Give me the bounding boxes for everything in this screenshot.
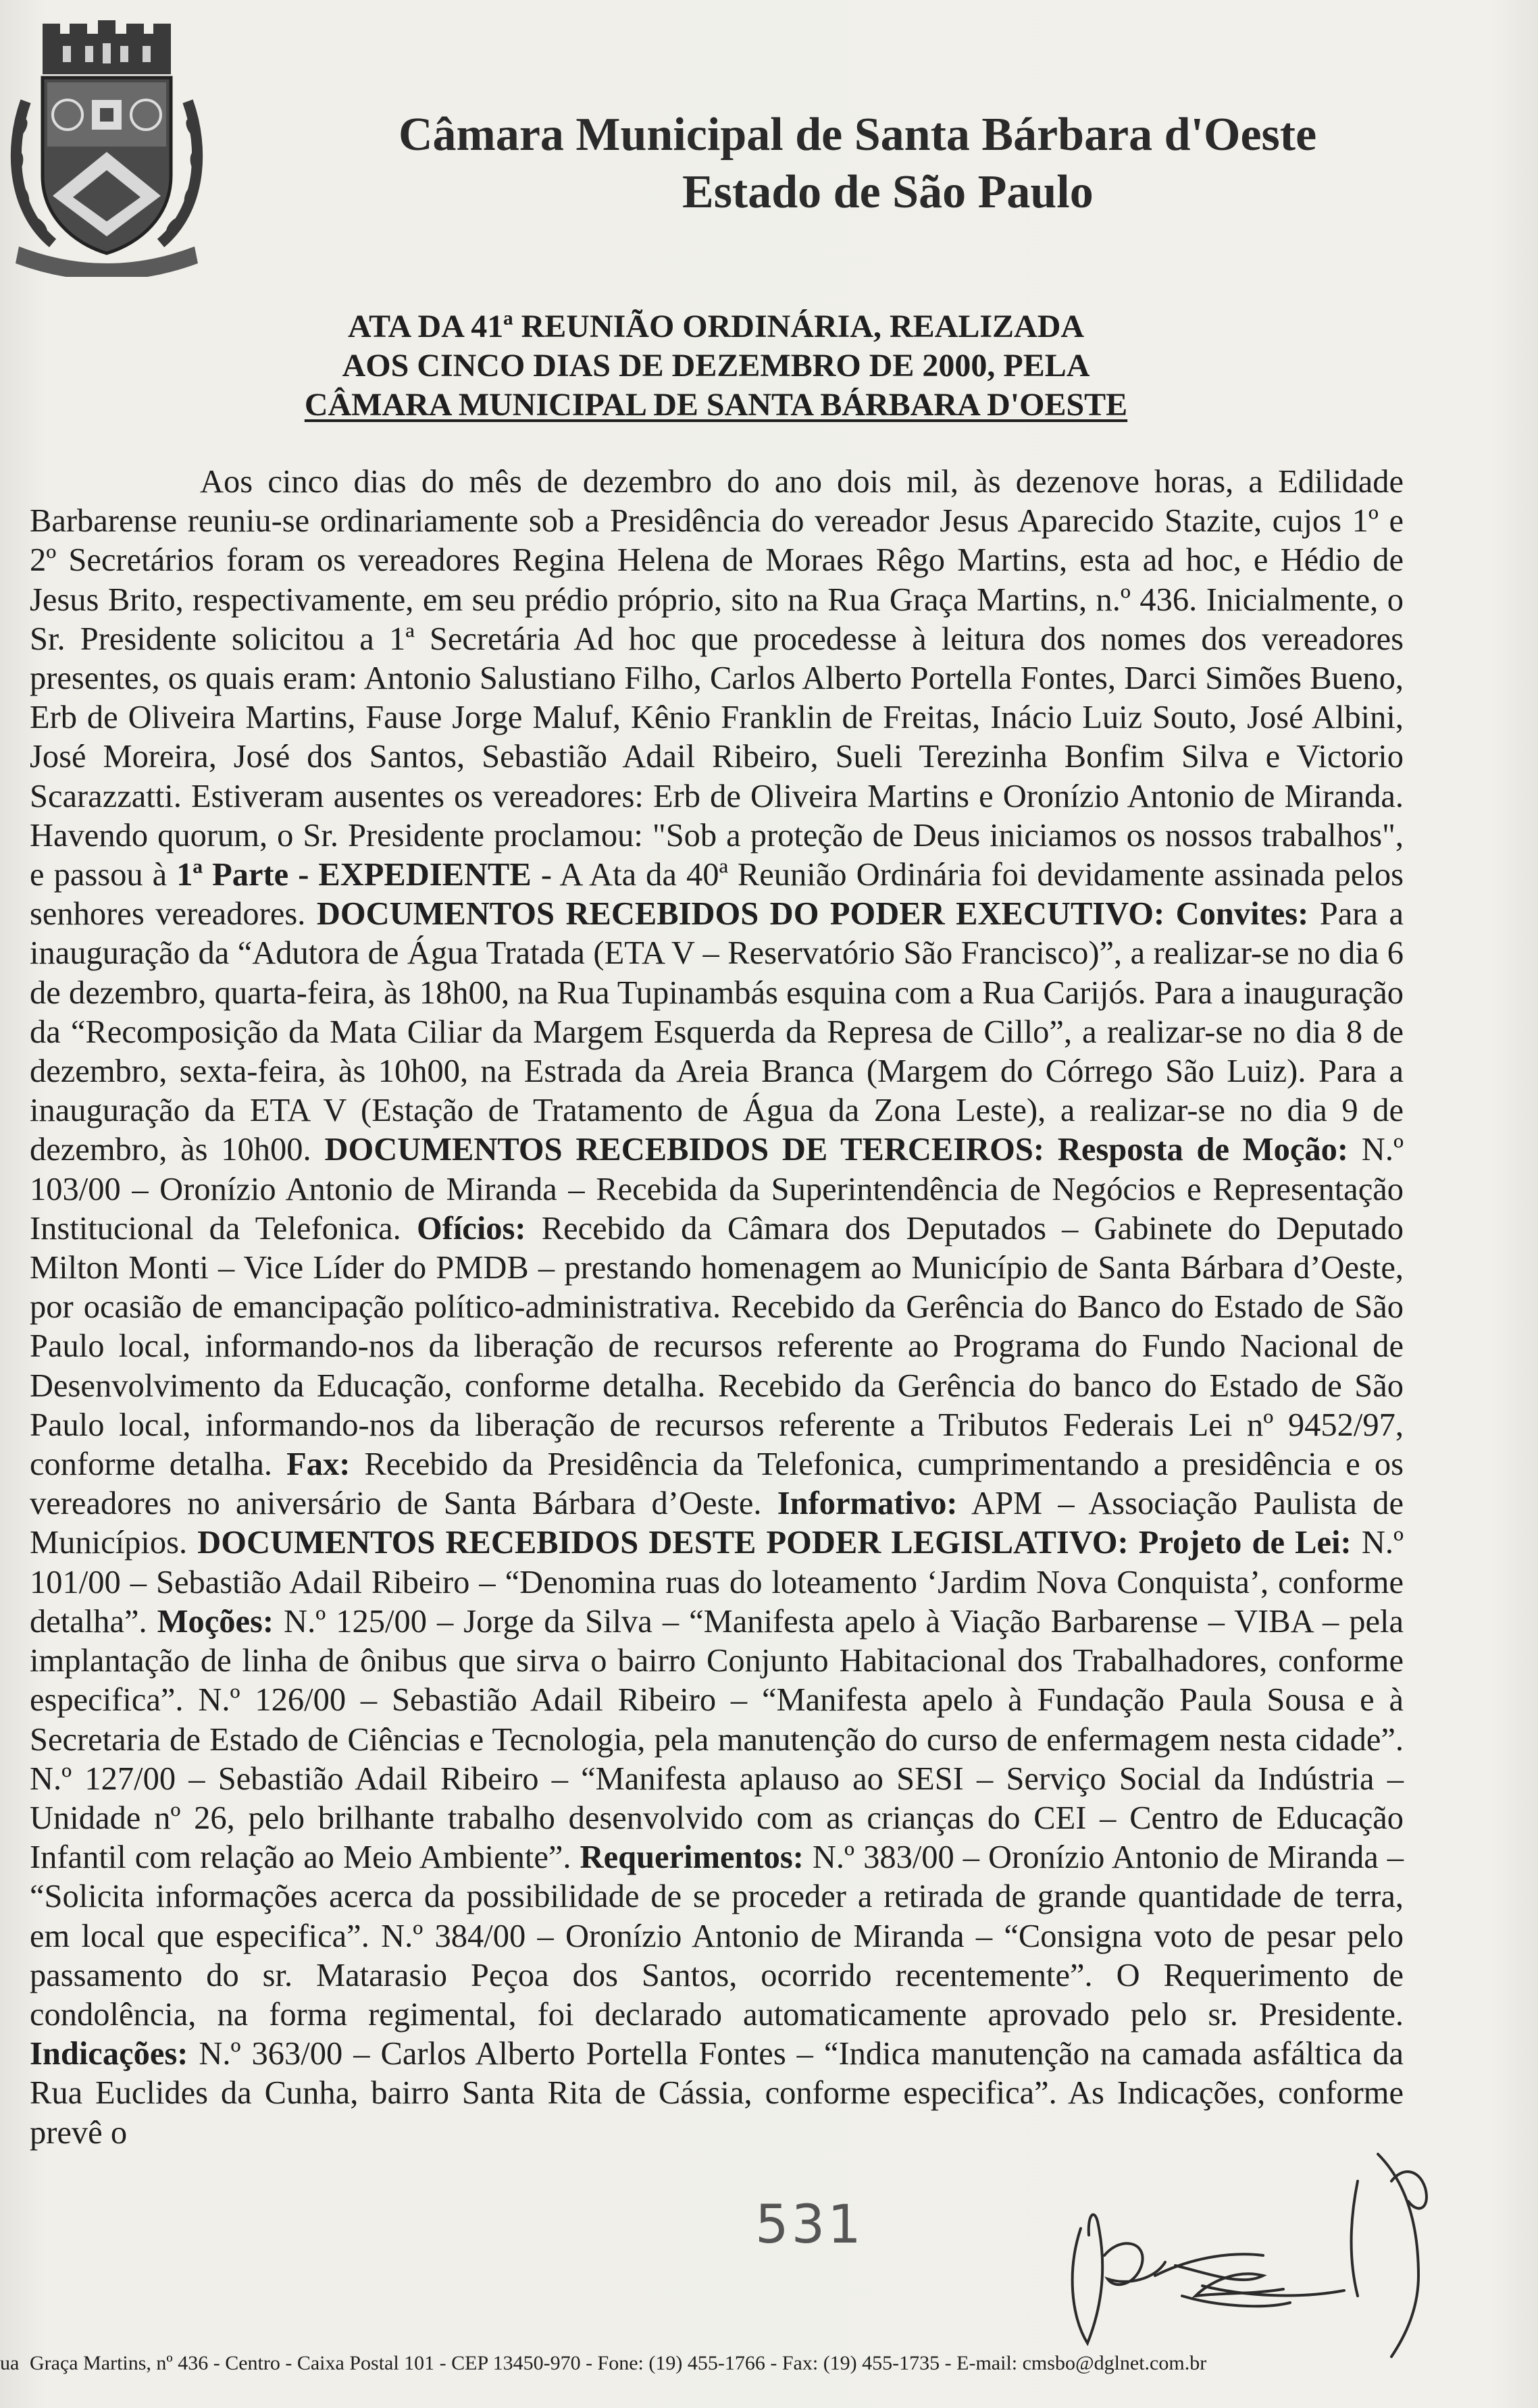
section-informativo: Informativo: (777, 1486, 958, 1522)
title-line-1: ATA DA 41ª REUNIÃO ORDINÁRIA, REALIZADA (347, 309, 1085, 344)
title-line-3: CÂMARA MUNICIPAL DE SANTA BÁRBARA D'OESTE (304, 387, 1128, 423)
body-text-2: - A Ata da 40ª Reunião Ordinária foi devidamente assinada pelos senhores vereadores. (30, 857, 1404, 933)
body-text-11: N.º 363/00 – Carlos Alberto Portella Fontes – “Indica manutenção na camada asfáltica da Rua Euclides da Cunha, bairro Santa Rita de Cássia, conforme especifica”. As Indicações, conforme prevê o (30, 2036, 1404, 2151)
title-line-2: AOS CINCO DIAS DE DEZEMBRO DE 2000, PELA (342, 348, 1090, 384)
body-text-5: Recebido da Câmara dos Deputados – Gabinete do Deputado Milton Monti – Vice Líder do PMDB – prestando homenagem ao Município de Santa Bárbara d’Oeste, por ocasião de emancipação político-administrativa. Recebido da Gerência do Banco do Estado de São Paulo local, informando-nos da liberação de recursos referente ao Programa do Fundo Nacional de Desenvolvimento da Educação, conforme detalha. Recebido da Gerência do banco do Estado de São Paulo local, informando-nos da liberação de recursos referente a Tributos Federais Lei nº 9452/97, conforme detalha. (30, 1210, 1404, 1483)
body-text-10: N.º 383/00 – Oronízio Antonio de Miranda – “Solicita informações acerca da possibilidade de se proceder a retirada de grande quantidade de terra, em local que especifica”. N.º 384/00 – Oronízio Antonio de Miranda – “Consigna voto de pesar pelo passamento do sr. Matarasio Peçoa dos Santos, ocorrido recentemente”. O Requerimento de condolência, na forma regimental, foi declarado automaticamente aprovado pelo sr. Presidente. (30, 1839, 1404, 2033)
body-text-4: N.º 103/00 – Oronízio Antonio de Miranda – Recebida da Superintendência de Negócios e Representação Institucional da Telefonica. (30, 1132, 1404, 1247)
minutes-title (267, 307, 1165, 425)
section-fax: Fax: (286, 1446, 351, 1483)
section-legislative-documents: DOCUMENTOS RECEBIDOS DESTE PODER LEGISLATIVO: Projeto de Lei: (197, 1525, 1352, 1561)
section-executive-documents: DOCUMENTOS RECEBIDOS DO PODER EXECUTIVO: Convites: (316, 896, 1309, 933)
body-text-3: Para a inauguração da “Adutora de Água Tratada (ETA V – Reservatório São Francisco)”, a realizar-se no dia 6 de dezembro, quarta-feira, às 18h00, na Rua Tupinambás esquina com a Rua Carijós. Para a inauguração da “Recomposição da Mata Ciliar da Margem Esquerda da Represa de Cillo”, a realizar-se no dia 8 de dezembro, sexta-feira, às 10h00, na Estrada da Areia Branca (Margem do Córrego São Luiz). Para a inauguração da ETA V (Estação de Tratamento de Água da Zona Leste), a realizar-se no dia 9 de dezembro, às 10h00. (30, 896, 1404, 1168)
section-mocoes: Moções: (157, 1603, 274, 1640)
minutes-body (30, 463, 1404, 2153)
coat-of-arms-seal (5, 20, 208, 277)
section-third-party-documents: DOCUMENTOS RECEBIDOS DE TERCEIROS: Resposta de Moção: (324, 1132, 1349, 1168)
section-requerimentos: Requerimentos: (580, 1839, 804, 1876)
footer-prefix: ua (0, 2352, 20, 2374)
body-text-8: N.º 101/00 – Sebastião Adail Ribeiro – “Denomina ruas do loteamento ‘Jardim Nova Conquista’, conforme detalha”. (30, 1525, 1404, 1640)
handwritten-signature (1040, 2141, 1459, 2363)
footer-contact: Graça Martins, nº 436 - Centro - Caixa Postal 101 - CEP 13450-970 - Fone: (19) 455-1766 - Fax: (19) 455-1735 - E-mail: cmsbo@dglnet.com.br (30, 2352, 1207, 2374)
body-text-1: Aos cinco dias do mês de dezembro do ano dois mil, às dezenove horas, a Edilidade Barbarense reuniu-se ordinariamente sob a Presidência do vereador Jesus Aparecido Stazite, cujos 1º e 2º Secretários foram os vereadores Regina Helena de Moraes Rêgo Martins, esta ad hoc, e Hédio de Jesus Brito, respectivamente, em seu prédio próprio, sito na Rua Graça Martins, n.º 436. Inicialmente, o Sr. Presidente solicitou a 1ª Secretária Ad hoc que procedesse à leitura dos nomes dos vereadores presentes, os quais eram: Antonio Salustiano Filho, Carlos Alberto Portella Fontes, Darci Simões Bueno, Erb de Oliveira Martins, Fause Jorge Maluf, Kênio Franklin de Freitas, Inácio Luiz Souto, José Albini, José Moreira, José dos Santos, Sebastião Adail Ribeiro, Sueli Terezinha Bonfim Silva e Victorio Scarazzatti. Estiveram ausentes os vereadores: Erb de Oliveira Martins e Oronízio Antonio de Miranda. Havendo quorum, o Sr. Presidente proclamou: "Sob a proteção de Deus iniciamos os nossos trabalhos", e passou à (30, 464, 1404, 893)
body-text-7: APM – Associação Paulista de Municípios. (30, 1486, 1404, 1561)
section-oficios: Ofícios: (416, 1210, 526, 1247)
institution-name: Câmara Municipal de Santa Bárbara d'Oeste (399, 109, 1317, 161)
section-indicacoes: Indicações: (30, 2036, 188, 2072)
body-text-9: N.º 125/00 – Jorge da Silva – “Manifesta apelo à Viação Barbarense – VIBA – pela implantação de linha de ônibus que sirva o bairro Conjunto Habitacional dos Trabalhadores, conforme especifica”. N.º 126/00 – Sebastião Adail Ribeiro – “Manifesta apelo à Fundação Paula Sousa e à Secretaria de Estado de Ciências e Tecnologia, pela manutenção do curso de enfermagem nesta cidade”. N.º 127/00 – Sebastião Adail Ribeiro – “Manifesta aplauso ao SESI – Serviço Social da Indústria – Unidade nº 26, pelo brilhante trabalho desenvolvido com as crianças do CEI – Centro de Educação Infantil com relação ao Meio Ambiente”. (30, 1603, 1404, 1876)
body-text-6: Recebido da Presidência da Telefonica, cumprimentando a presidência e os vereadores no aniversário de Santa Bárbara d’Oeste. (30, 1446, 1404, 1522)
section-expediente: 1ª Parte - EXPEDIENTE (176, 857, 532, 893)
state-name: Estado de São Paulo (682, 166, 1094, 218)
stamped-page-number: 531 (755, 2195, 864, 2255)
